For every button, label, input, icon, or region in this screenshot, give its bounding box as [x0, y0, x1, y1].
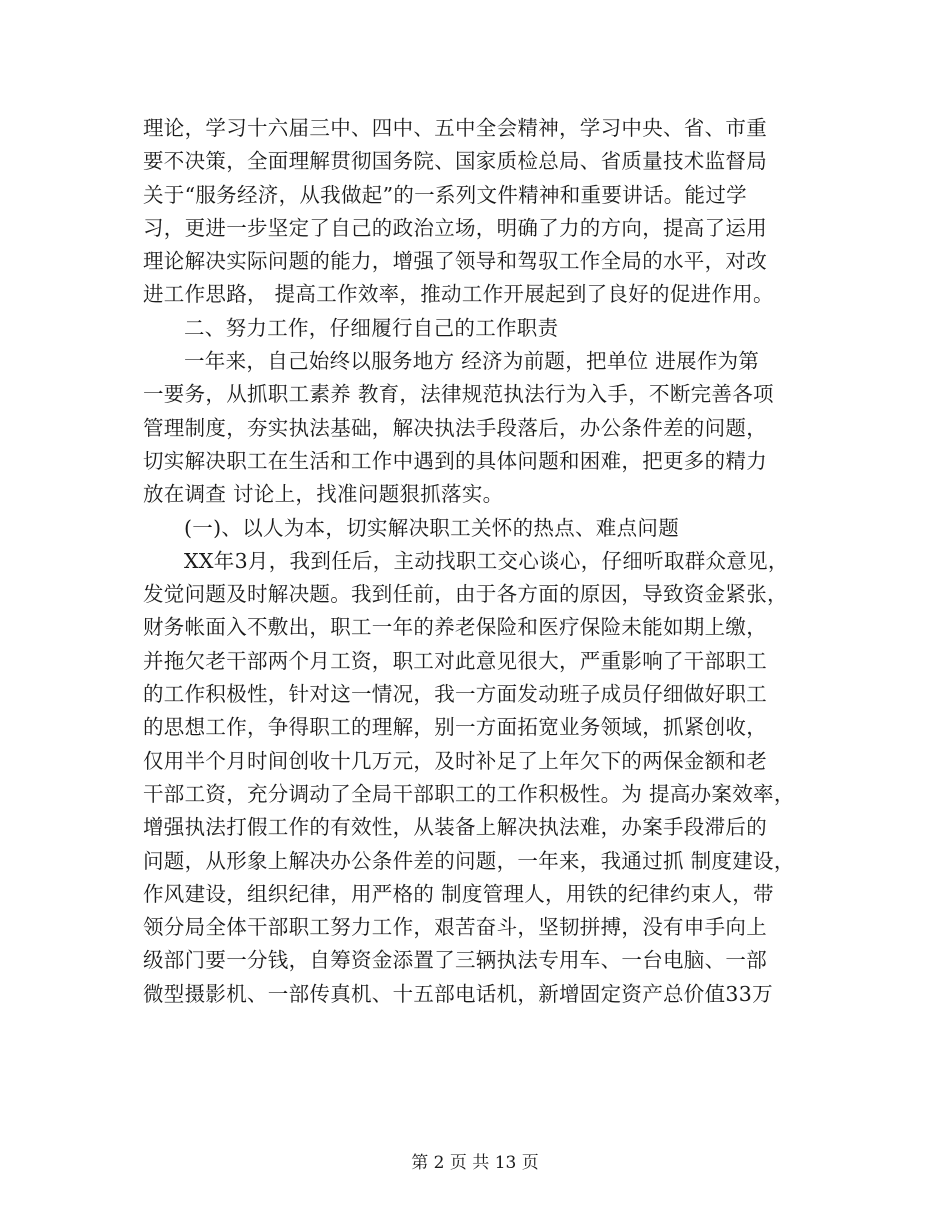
text-line: 发觉问题及时解决题。我到任前，由于各方面的原因，导致资金紧张，	[143, 582, 788, 607]
text-line: 关于“服务经济，从我做起”的一系列文件精神和重要讲话。能过学	[143, 182, 747, 207]
text-line: 财务帐面入不敷出，职工一年的养老保险和医疗保险未能如期上缴，	[143, 615, 767, 640]
text-line: 干部工资，充分调动了全局干部职工的工作积极性。为 提高办案效率，	[143, 781, 795, 806]
text-line: (一)、以人为本，切实解决职工关怀的热点、难点问题	[184, 515, 679, 540]
text-line: 并拖欠老干部两个月工资，职工对此意见很大，严重影响了干部职工	[143, 648, 767, 673]
body-text	[143, 112, 823, 1011]
text-line: 仅用半个月时间创收十几万元，及时补足了上年欠下的两保金额和老	[143, 748, 767, 773]
text-line: 级部门要一分钱，自筹资金添置了三辆执法专用车、一台电脑、一部	[143, 948, 767, 973]
text-line: 放在调查 讨论上，找准问题狠抓落实。	[143, 482, 504, 507]
text-line: 作风建设，组织纪律，用严格的 制度管理人，用铁的纪律约束人，带	[143, 881, 774, 906]
text-line: 习，更进一步坚定了自己的政治立场，明确了力的方向，提高了运用	[143, 215, 767, 240]
text-line: 的思想工作，争得职工的理解，别一方面拓宽业务领域，抓紧创收，	[143, 715, 767, 740]
text-line: 一要务，从抓职工素养 教育，法律规范执法行为入手，不断完善各项	[143, 382, 774, 407]
text-line: 管理制度，夯实执法基础，解决执法手段落后，办公条件差的问题，	[143, 415, 767, 440]
text-line: 二、努力工作，仔细履行自己的工作职责	[184, 315, 559, 340]
text-line: 领分局全体干部职工努力工作，艰苦奋斗，坚韧拼搏，没有申手向上	[143, 915, 767, 940]
text-line: 理论，学习十六届三中、四中、五中全会精神，学习中央、省、市重	[143, 116, 767, 140]
page-footer: 第 2 页 共 13 页	[411, 1153, 539, 1173]
text-line: 理论解决实际问题的能力，增强了领导和驾驭工作全局的水平，对改	[143, 249, 767, 274]
text-line: XX年3月，我到任后，主动找职工交心谈心，仔细听取群众意见，	[184, 548, 789, 573]
text-line: 微型摄影机、一部传真机、十五部电话机，新增固定资产总价值33万	[143, 981, 773, 1006]
text-line: 增强执法打假工作的有效性，从装备上解决执法难，办案手段滞后的	[143, 815, 767, 840]
text-line: 要不决策，全面理解贯彻国务院、国家质检总局、省质量技术监督局	[143, 149, 767, 174]
text-line: 进工作思路， 提高工作效率，推动工作开展起到了良好的促进作用。	[143, 282, 774, 307]
text-line: 一年来，自己始终以服务地方 经济为前题，把单位 进展作为第	[184, 349, 760, 374]
text-line: 问题，从形象上解决办公条件差的问题，一年来，我通过抓 制度建设，	[143, 848, 795, 873]
text-line: 切实解决职工在生活和工作中遇到的具体问题和困难，把更多的精力	[143, 448, 767, 473]
text-line: 的工作积极性，针对这一情况，我一方面发动班子成员仔细做好职工	[143, 682, 767, 707]
